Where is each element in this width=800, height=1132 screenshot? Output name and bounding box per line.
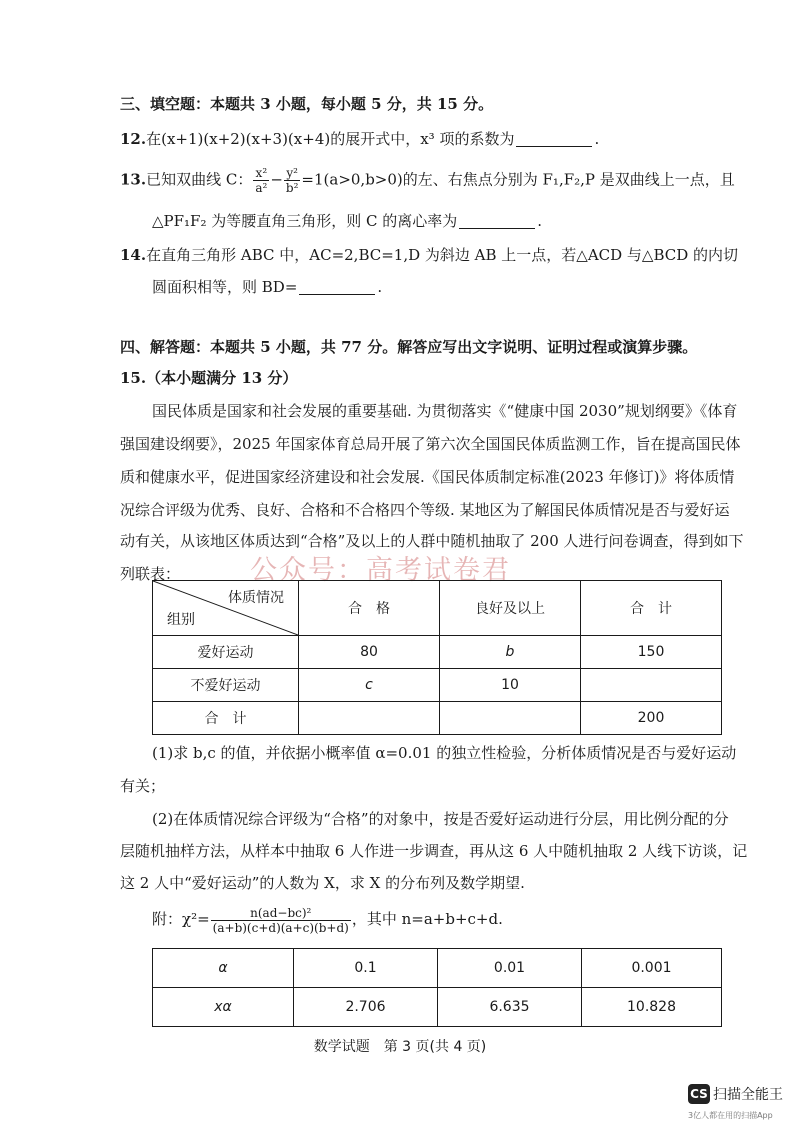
q13-answer-blank[interactable] xyxy=(459,212,535,229)
camscanner-logo xyxy=(688,1084,783,1104)
alpha-symbol: α xyxy=(218,960,228,976)
table-header-row xyxy=(153,581,722,636)
table-cell: 10.828 xyxy=(582,988,722,1027)
table-cell: 0.01 xyxy=(438,949,582,988)
frac-den: b² xyxy=(285,181,299,195)
x-alpha-symbol: xα xyxy=(214,999,232,1015)
var-b: b xyxy=(505,644,515,660)
q13-number: 13. xyxy=(120,170,147,189)
row-label xyxy=(153,949,294,988)
q12-number: 12. xyxy=(120,130,147,148)
q12-text: 在(x+1)(x+2)(x+3)(x+4)的展开式中，x³ 项的系数为 xyxy=(146,130,515,148)
table-corner-cell xyxy=(153,581,299,636)
section3-heading: 三、填空题：本题共 3 小题，每小题 5 分，共 15 分。 xyxy=(120,95,494,113)
header-good-above: 良好及以上 xyxy=(440,581,581,636)
frac-den: a² xyxy=(255,181,268,195)
watermark: 公众号：高考试卷君 xyxy=(250,555,511,586)
table-cell xyxy=(299,669,440,702)
camscanner-tagline: 3亿人都在用的扫描App xyxy=(688,1111,773,1120)
table-cell xyxy=(440,636,581,669)
formula-fraction xyxy=(211,906,351,935)
page-footer: 数学试题 第 3 页(共 4 页) xyxy=(313,1039,487,1055)
q12-answer-blank[interactable] xyxy=(516,130,592,147)
q14-line2-text: 圆面积相等，则 BD= xyxy=(152,278,298,296)
formula-suffix: ，其中 n=a+b+c+d. xyxy=(351,910,503,928)
table-cell: 150 xyxy=(581,636,722,669)
frac-y2-b2 xyxy=(284,166,301,195)
table-row xyxy=(153,988,722,1027)
formula-prefix: 附：χ²= xyxy=(152,910,210,928)
chi-square-formula xyxy=(152,904,503,935)
table-cell: 80 xyxy=(299,636,440,669)
q13-period: . xyxy=(537,212,543,230)
q15-para-line-4: 况综合评级为优秀、良好、合格和不合格四个等级. 某地区为了解国民体质情况是否与爱好运 xyxy=(120,501,730,519)
q15-part2-line-3: 这 2 人中“爱好运动”的人数为 X，求 X 的分布列及数学期望. xyxy=(120,874,525,892)
table-row xyxy=(153,949,722,988)
table-cell: 0.1 xyxy=(294,949,438,988)
corner-bottom-label: 组别 xyxy=(167,612,195,628)
row-label: 合 计 xyxy=(153,702,299,735)
header-total: 合 计 xyxy=(581,581,722,636)
question-14 xyxy=(120,244,738,266)
critical-value-table xyxy=(152,948,722,1027)
frac-num: y² xyxy=(284,166,301,181)
q14-period: . xyxy=(377,278,383,296)
table-row xyxy=(153,636,722,669)
question-13: 13.已知双曲线 C： $\frac{\text{x²}}{\text{a²}}$ − $\frac{\text{y²}}{\text{b²}}$ =1(a>0,b>0)的左、右焦点分别为 F₁,F₂,P 是双曲线上一点，且 xyxy=(120,166,735,195)
table-cell: 10 xyxy=(440,669,581,702)
q15-part1-line-1: (1)求 b,c 的值，并依据小概率值 α=0.01 的独立性检验，分析体质情况是否与爱好运动 xyxy=(152,744,737,762)
row-label: 爱好运动 xyxy=(153,636,299,669)
q15-para-line-6: 列联表： xyxy=(120,565,181,583)
camscanner-icon: CS xyxy=(688,1084,710,1104)
q15-title: 15.（本小题满分 13 分） xyxy=(120,369,298,387)
q15-part1-line-2: 有关； xyxy=(120,777,166,795)
header-qualified: 合 格 xyxy=(299,581,440,636)
formula-numerator: n(ad−bc)² xyxy=(211,906,351,921)
q15-part2-line-2: 层随机抽样方法，从样本中抽取 6 人作进一步调查，再从这 6 人中随机抽取 2 人线下访谈，记 xyxy=(120,842,748,860)
q12-period: . xyxy=(594,130,600,148)
frac-x2-a2 xyxy=(253,166,269,195)
var-c: c xyxy=(365,677,373,693)
q15-para-line-5: 动有关，从该地区体质达到“合格”及以上的人群中随机抽取了 200 人进行问卷调查，得到如下 xyxy=(120,532,744,550)
formula-denominator: (a+b)(c+d)(a+c)(b+d) xyxy=(212,920,349,935)
table-cell xyxy=(440,702,581,735)
q13-text-a: 已知双曲线 C： xyxy=(146,170,253,189)
question-14-line2 xyxy=(152,276,382,298)
q13-text-b: =1(a>0,b>0)的左、右焦点分别为 F₁,F₂,P 是双曲线上一点，且 xyxy=(301,170,735,189)
row-label: 不爱好运动 xyxy=(153,669,299,702)
table-cell xyxy=(581,669,722,702)
table-cell: 6.635 xyxy=(438,988,582,1027)
contingency-table xyxy=(152,580,722,735)
question-13-line2 xyxy=(152,210,542,232)
q15-part2-line-1: (2)在体质情况综合评级为“合格”的对象中，按是否爱好运动进行分层，用比例分配的分 xyxy=(152,810,729,828)
q14-answer-blank[interactable] xyxy=(299,278,375,295)
table-cell xyxy=(299,702,440,735)
frac-num: x² xyxy=(253,166,269,181)
camscanner-name: 扫描全能王 xyxy=(713,1087,783,1103)
question-12 xyxy=(120,128,599,150)
table-cell: 2.706 xyxy=(294,988,438,1027)
table-row xyxy=(153,669,722,702)
table-row xyxy=(153,702,722,735)
row-label xyxy=(153,988,294,1027)
q15-para-line-2: 强国建设纲要》，2025 年国家体育总局开展了第六次全国国民体质监测工作，旨在提高国民体 xyxy=(120,435,741,453)
table-cell: 200 xyxy=(581,702,722,735)
q15-para-line-1: 国民体质是国家和社会发展的重要基础. 为贯彻落实《“健康中国 2030”规划纲要》《体育 xyxy=(152,402,738,420)
q14-line1: 在直角三角形 ABC 中，AC=2,BC=1,D 为斜边 AB 上一点，若△ACD 与△BCD 的内切 xyxy=(146,246,739,264)
q15-para-line-3: 质和健康水平，促进国家经济建设和社会发展.《国民体质制定标准(2023 年修订)》将体质情 xyxy=(120,468,735,486)
table-cell: 0.001 xyxy=(582,949,722,988)
q13-line2-text: △PF₁F₂ 为等腰直角三角形，则 C 的离心率为 xyxy=(152,212,458,230)
corner-top-label: 体质情况 xyxy=(228,590,284,606)
q14-number: 14. xyxy=(120,246,147,264)
section4-heading: 四、解答题：本题共 5 小题，共 77 分。解答应写出文字说明、证明过程或演算步骤。 xyxy=(120,338,698,356)
